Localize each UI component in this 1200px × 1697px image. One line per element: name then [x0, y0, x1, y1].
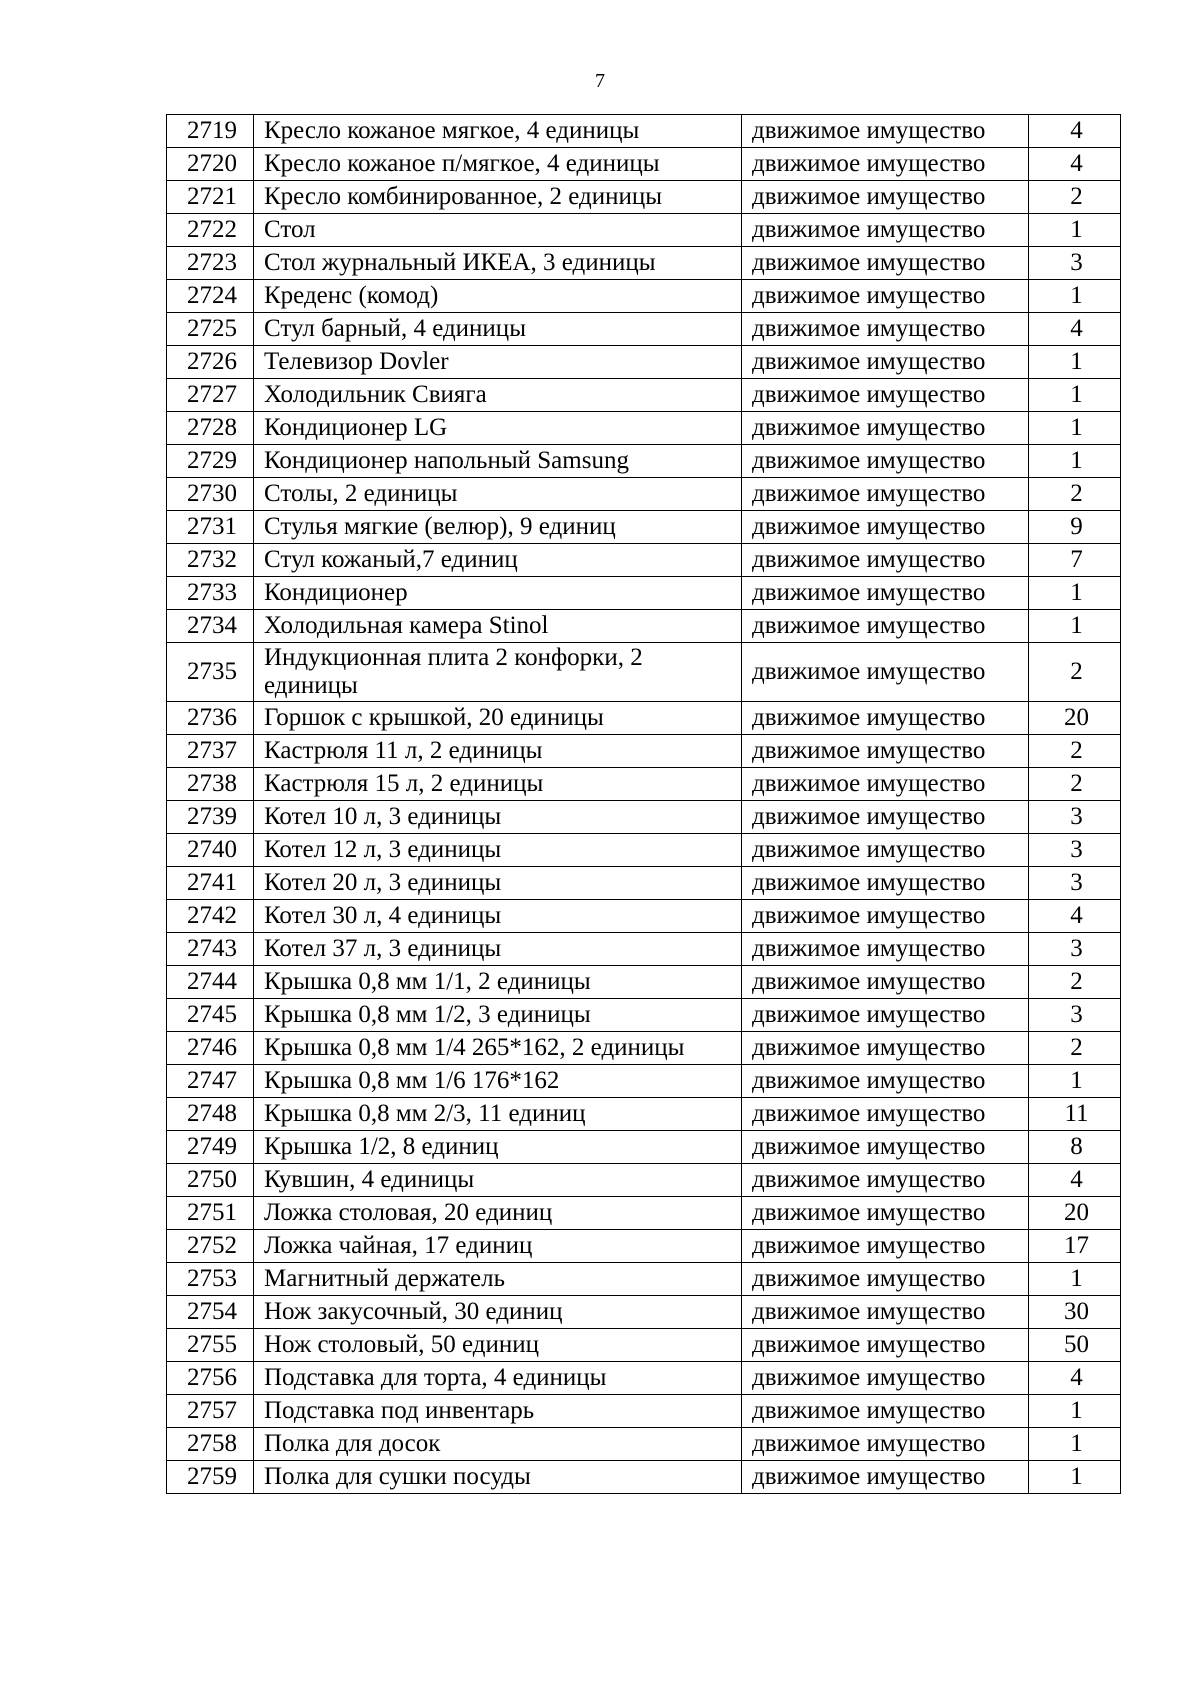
table-row — [167, 412, 1121, 445]
property-type-cell: движимое имущество — [742, 379, 1029, 412]
quantity-cell: 3 — [1029, 247, 1121, 280]
row-number-cell: 2721 — [167, 181, 254, 214]
property-type-cell: движимое имущество — [742, 1428, 1029, 1461]
row-number-cell: 2729 — [167, 445, 254, 478]
item-name-cell: Столы, 2 единицы — [254, 478, 742, 511]
item-name-cell: Кресло кожаное мягкое, 4 единицы — [254, 115, 742, 148]
quantity-cell: 3 — [1029, 834, 1121, 867]
table-row — [167, 1065, 1121, 1098]
property-type-cell: движимое имущество — [742, 1461, 1029, 1494]
row-number-cell: 2755 — [167, 1329, 254, 1362]
item-name-cell: Стол журнальный ИКЕА, 3 единицы — [254, 247, 742, 280]
table-row — [167, 735, 1121, 768]
table-row — [167, 933, 1121, 966]
property-type-cell: движимое имущество — [742, 834, 1029, 867]
quantity-cell: 1 — [1029, 346, 1121, 379]
property-type-cell: движимое имущество — [742, 181, 1029, 214]
row-number-cell: 2732 — [167, 544, 254, 577]
property-type-cell: движимое имущество — [742, 280, 1029, 313]
quantity-cell: 1 — [1029, 1461, 1121, 1494]
property-type-cell: движимое имущество — [742, 1263, 1029, 1296]
row-number-cell: 2730 — [167, 478, 254, 511]
quantity-cell: 4 — [1029, 115, 1121, 148]
item-name-cell: Горшок с крышкой, 20 единицы — [254, 702, 742, 735]
property-type-cell: движимое имущество — [742, 1230, 1029, 1263]
property-type-cell: движимое имущество — [742, 867, 1029, 900]
row-number-cell: 2754 — [167, 1296, 254, 1329]
row-number-cell: 2752 — [167, 1230, 254, 1263]
property-type-cell: движимое имущество — [742, 966, 1029, 999]
property-type-cell: движимое имущество — [742, 610, 1029, 643]
quantity-cell: 2 — [1029, 735, 1121, 768]
row-number-cell: 2723 — [167, 247, 254, 280]
item-name-cell: Нож столовый, 50 единиц — [254, 1329, 742, 1362]
item-name-cell: Крышка 0,8 мм 1/1, 2 единицы — [254, 966, 742, 999]
table-row — [167, 445, 1121, 478]
row-number-cell: 2738 — [167, 768, 254, 801]
table-row — [167, 834, 1121, 867]
property-type-cell: движимое имущество — [742, 511, 1029, 544]
table-row — [167, 1329, 1121, 1362]
quantity-cell: 2 — [1029, 966, 1121, 999]
item-name-cell: Подставка под инвентарь — [254, 1395, 742, 1428]
quantity-cell: 50 — [1029, 1329, 1121, 1362]
item-name-cell: Кастрюля 11 л, 2 единицы — [254, 735, 742, 768]
item-name-cell: Крышка 0,8 мм 1/2, 3 единицы — [254, 999, 742, 1032]
quantity-cell: 17 — [1029, 1230, 1121, 1263]
table-row — [167, 313, 1121, 346]
table-row — [167, 1197, 1121, 1230]
property-type-cell: движимое имущество — [742, 768, 1029, 801]
row-number-cell: 2742 — [167, 900, 254, 933]
table-row — [167, 577, 1121, 610]
property-type-cell: движимое имущество — [742, 643, 1029, 702]
table-row — [167, 478, 1121, 511]
table-row — [167, 1263, 1121, 1296]
item-name-cell: Подставка для торта, 4 единицы — [254, 1362, 742, 1395]
property-type-cell: движимое имущество — [742, 1065, 1029, 1098]
quantity-cell: 2 — [1029, 643, 1121, 702]
table-row — [167, 1362, 1121, 1395]
property-type-cell: движимое имущество — [742, 478, 1029, 511]
quantity-cell: 2 — [1029, 478, 1121, 511]
row-number-cell: 2727 — [167, 379, 254, 412]
property-type-cell: движимое имущество — [742, 346, 1029, 379]
property-type-cell: движимое имущество — [742, 1329, 1029, 1362]
property-type-cell: движимое имущество — [742, 933, 1029, 966]
item-name-cell: Кастрюля 15 л, 2 единицы — [254, 768, 742, 801]
quantity-cell: 3 — [1029, 933, 1121, 966]
table-row — [167, 1032, 1121, 1065]
property-type-cell: движимое имущество — [742, 412, 1029, 445]
item-name-cell: Креденс (комод) — [254, 280, 742, 313]
row-number-cell: 2731 — [167, 511, 254, 544]
inventory-table-body — [167, 115, 1121, 1494]
table-row — [167, 643, 1121, 702]
table-row — [167, 1428, 1121, 1461]
item-name-cell: Кондиционер LG — [254, 412, 742, 445]
item-name-cell: Котел 20 л, 3 единицы — [254, 867, 742, 900]
row-number-cell: 2735 — [167, 643, 254, 702]
quantity-cell: 4 — [1029, 313, 1121, 346]
quantity-cell: 3 — [1029, 999, 1121, 1032]
quantity-cell: 4 — [1029, 148, 1121, 181]
item-name-cell: Кресло комбинированное, 2 единицы — [254, 181, 742, 214]
item-name-cell: Кресло кожаное п/мягкое, 4 единицы — [254, 148, 742, 181]
item-name-cell: Кондиционер напольный Samsung — [254, 445, 742, 478]
row-number-cell: 2720 — [167, 148, 254, 181]
property-type-cell: движимое имущество — [742, 1296, 1029, 1329]
quantity-cell: 1 — [1029, 412, 1121, 445]
property-type-cell: движимое имущество — [742, 1362, 1029, 1395]
quantity-cell: 1 — [1029, 1395, 1121, 1428]
quantity-cell: 3 — [1029, 867, 1121, 900]
table-row — [167, 379, 1121, 412]
row-number-cell: 2748 — [167, 1098, 254, 1131]
property-type-cell: движимое имущество — [742, 148, 1029, 181]
quantity-cell: 20 — [1029, 1197, 1121, 1230]
page-number: 7 — [595, 70, 605, 92]
property-type-cell: движимое имущество — [742, 735, 1029, 768]
row-number-cell: 2759 — [167, 1461, 254, 1494]
property-type-cell: движимое имущество — [742, 999, 1029, 1032]
table-row — [167, 900, 1121, 933]
table-row — [167, 214, 1121, 247]
table-row — [167, 280, 1121, 313]
row-number-cell: 2734 — [167, 610, 254, 643]
table-row — [167, 1230, 1121, 1263]
property-type-cell: движимое имущество — [742, 445, 1029, 478]
row-number-cell: 2737 — [167, 735, 254, 768]
row-number-cell: 2751 — [167, 1197, 254, 1230]
table-row — [167, 1296, 1121, 1329]
quantity-cell: 1 — [1029, 577, 1121, 610]
row-number-cell: 2736 — [167, 702, 254, 735]
property-type-cell: движимое имущество — [742, 702, 1029, 735]
row-number-cell: 2739 — [167, 801, 254, 834]
quantity-cell: 20 — [1029, 702, 1121, 735]
item-name-cell: Холодильник Свияга — [254, 379, 742, 412]
table-row — [167, 247, 1121, 280]
row-number-cell: 2749 — [167, 1131, 254, 1164]
item-name-cell: Ложка столовая, 20 единиц — [254, 1197, 742, 1230]
row-number-cell: 2753 — [167, 1263, 254, 1296]
quantity-cell: 30 — [1029, 1296, 1121, 1329]
property-type-cell: движимое имущество — [742, 544, 1029, 577]
quantity-cell: 4 — [1029, 900, 1121, 933]
property-type-cell: движимое имущество — [742, 1197, 1029, 1230]
property-type-cell: движимое имущество — [742, 115, 1029, 148]
row-number-cell: 2726 — [167, 346, 254, 379]
table-row — [167, 148, 1121, 181]
item-name-cell: Полка для сушки посуды — [254, 1461, 742, 1494]
property-type-cell: движимое имущество — [742, 577, 1029, 610]
item-name-cell: Стол — [254, 214, 742, 247]
quantity-cell: 1 — [1029, 214, 1121, 247]
row-number-cell: 2725 — [167, 313, 254, 346]
row-number-cell: 2746 — [167, 1032, 254, 1065]
item-name-cell: Котел 37 л, 3 единицы — [254, 933, 742, 966]
table-row — [167, 801, 1121, 834]
property-type-cell: движимое имущество — [742, 1164, 1029, 1197]
item-name-cell: Полка для досок — [254, 1428, 742, 1461]
quantity-cell: 11 — [1029, 1098, 1121, 1131]
quantity-cell: 3 — [1029, 801, 1121, 834]
row-number-cell: 2757 — [167, 1395, 254, 1428]
quantity-cell: 2 — [1029, 768, 1121, 801]
row-number-cell: 2722 — [167, 214, 254, 247]
item-name-cell: Котел 10 л, 3 единицы — [254, 801, 742, 834]
item-name-cell: Нож закусочный, 30 единиц — [254, 1296, 742, 1329]
table-row — [167, 115, 1121, 148]
item-name-cell: Крышка 0,8 мм 1/4 265*162, 2 единицы — [254, 1032, 742, 1065]
row-number-cell: 2747 — [167, 1065, 254, 1098]
property-type-cell: движимое имущество — [742, 1395, 1029, 1428]
row-number-cell: 2750 — [167, 1164, 254, 1197]
row-number-cell: 2719 — [167, 115, 254, 148]
quantity-cell: 7 — [1029, 544, 1121, 577]
row-number-cell: 2728 — [167, 412, 254, 445]
item-name-cell: Ложка чайная, 17 единиц — [254, 1230, 742, 1263]
quantity-cell: 4 — [1029, 1164, 1121, 1197]
table-row — [167, 999, 1121, 1032]
row-number-cell: 2741 — [167, 867, 254, 900]
item-name-cell: Крышка 0,8 мм 2/3, 11 единиц — [254, 1098, 742, 1131]
table-row — [167, 1131, 1121, 1164]
row-number-cell: 2744 — [167, 966, 254, 999]
row-number-cell: 2745 — [167, 999, 254, 1032]
property-type-cell: движимое имущество — [742, 313, 1029, 346]
table-row — [167, 867, 1121, 900]
quantity-cell: 8 — [1029, 1131, 1121, 1164]
quantity-cell: 1 — [1029, 610, 1121, 643]
quantity-cell: 1 — [1029, 445, 1121, 478]
quantity-cell: 1 — [1029, 379, 1121, 412]
quantity-cell: 1 — [1029, 1428, 1121, 1461]
table-row — [167, 544, 1121, 577]
item-name-cell: Крышка 0,8 мм 1/6 176*162 — [254, 1065, 742, 1098]
quantity-cell: 9 — [1029, 511, 1121, 544]
quantity-cell: 1 — [1029, 1065, 1121, 1098]
item-name-cell: Стул кожаный,7 единиц — [254, 544, 742, 577]
item-name-cell: Котел 30 л, 4 единицы — [254, 900, 742, 933]
quantity-cell: 1 — [1029, 1263, 1121, 1296]
property-type-cell: движимое имущество — [742, 1032, 1029, 1065]
table-row — [167, 610, 1121, 643]
property-type-cell: движимое имущество — [742, 247, 1029, 280]
row-number-cell: 2743 — [167, 933, 254, 966]
item-name-cell: Телевизор Dovler — [254, 346, 742, 379]
item-name-cell: Крышка 1/2, 8 единиц — [254, 1131, 742, 1164]
item-name-cell: Стулья мягкие (велюр), 9 единиц — [254, 511, 742, 544]
item-name-cell: Магнитный держатель — [254, 1263, 742, 1296]
property-type-cell: движимое имущество — [742, 801, 1029, 834]
item-name-cell: Кувшин, 4 единицы — [254, 1164, 742, 1197]
item-name-cell: Кондиционер — [254, 577, 742, 610]
table-row — [167, 768, 1121, 801]
item-name-cell: Холодильная камера Stinol — [254, 610, 742, 643]
table-row — [167, 1395, 1121, 1428]
property-type-cell: движимое имущество — [742, 214, 1029, 247]
row-number-cell: 2733 — [167, 577, 254, 610]
table-row — [167, 702, 1121, 735]
item-name-cell: Котел 12 л, 3 единицы — [254, 834, 742, 867]
table-row — [167, 1461, 1121, 1494]
row-number-cell: 2756 — [167, 1362, 254, 1395]
table-row — [167, 1164, 1121, 1197]
table-row — [167, 511, 1121, 544]
property-type-cell: движимое имущество — [742, 1131, 1029, 1164]
quantity-cell: 2 — [1029, 1032, 1121, 1065]
property-type-cell: движимое имущество — [742, 1098, 1029, 1131]
row-number-cell: 2740 — [167, 834, 254, 867]
item-name-cell: Индукционная плита 2 конфорки, 2 единицы — [254, 643, 742, 702]
property-type-cell: движимое имущество — [742, 900, 1029, 933]
item-name-cell: Стул барный, 4 единицы — [254, 313, 742, 346]
table-row — [167, 1098, 1121, 1131]
quantity-cell: 1 — [1029, 280, 1121, 313]
quantity-cell: 4 — [1029, 1362, 1121, 1395]
table-row — [167, 181, 1121, 214]
row-number-cell: 2758 — [167, 1428, 254, 1461]
quantity-cell: 2 — [1029, 181, 1121, 214]
table-row — [167, 966, 1121, 999]
inventory-table — [166, 114, 1121, 1494]
table-row — [167, 346, 1121, 379]
row-number-cell: 2724 — [167, 280, 254, 313]
